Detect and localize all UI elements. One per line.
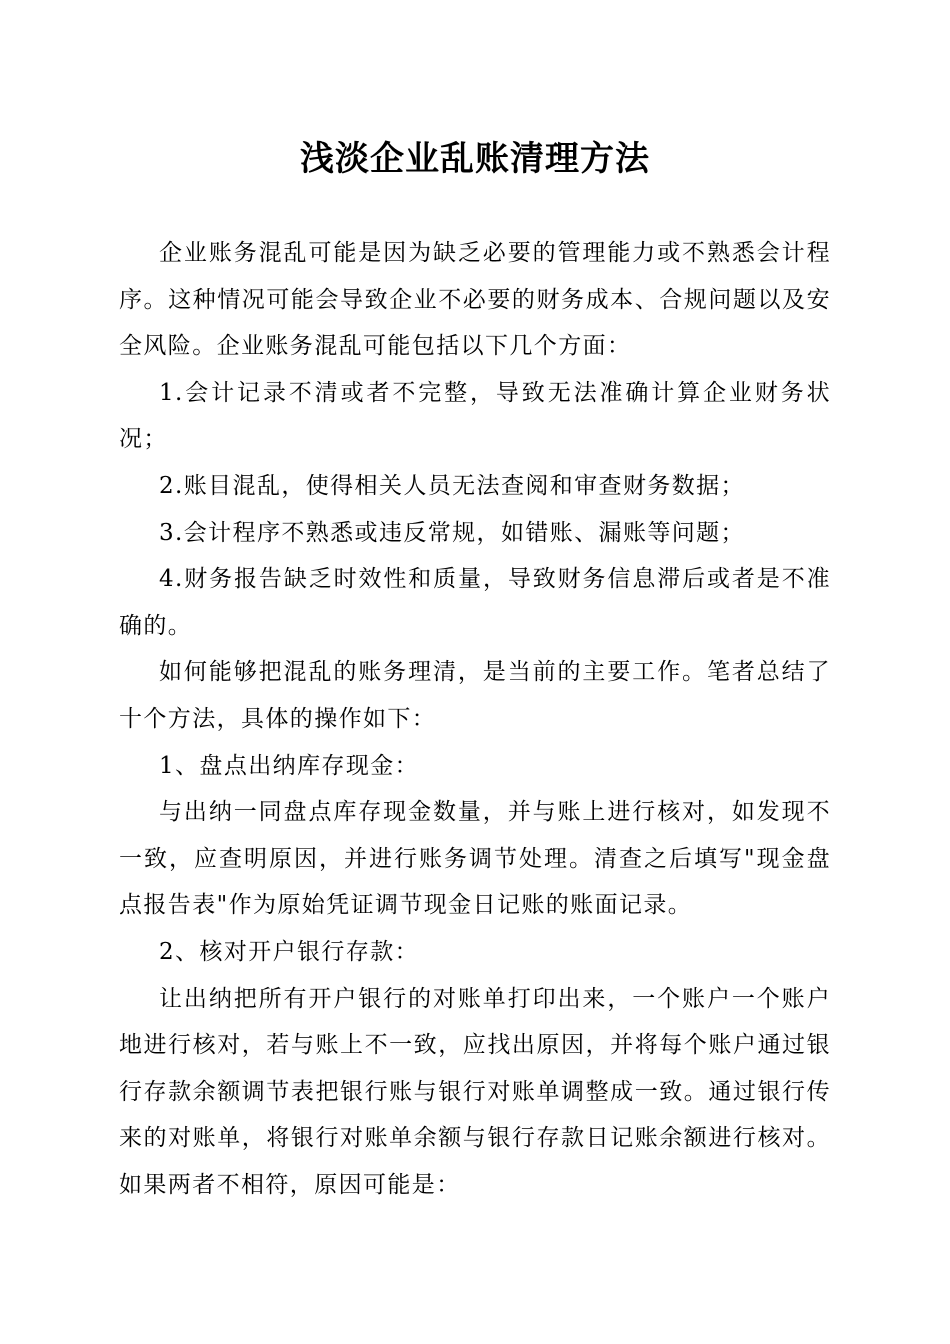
methods-intro-paragraph: 如何能够把混乱的账务理清，是当前的主要工作。笔者总结了十个方法，具体的操作如下： (119, 659, 831, 732)
list-item-2: 2.账目混乱，使得相关人员无法查阅和审查财务数据； (159, 472, 745, 499)
section-heading-2: 2、核对开户银行存款： (159, 938, 420, 965)
document-body (119, 230, 831, 1208)
section-1-paragraph: 与出纳一同盘点库存现金数量，并与账上进行核对，如发现不一致，应查明原因，并进行账务调节处理。清查之后填写"现金盘点报告表"作为原始凭证调节现金日记账的账面记录。 (119, 799, 831, 919)
section-heading-1: 1、盘点出纳库存现金： (159, 752, 420, 779)
list-item-4: 4.财务报告缺乏时效性和质量，导致财务信息滞后或者是不准确的。 (119, 566, 831, 639)
list-item-1: 1.会计记录不清或者不完整，导致无法准确计算企业财务状况； (119, 379, 831, 453)
intro-paragraph: 企业账务混乱可能是因为缺乏必要的管理能力或不熟悉会计程序。这种情况可能会导致企业不必要的财务成本、合规问题以及安全风险。企业账务混乱可能包括以下几个方面： (119, 240, 831, 360)
section-2-paragraph: 让出纳把所有开户银行的对账单打印出来，一个账户一个账户地进行核对，若与账上不一致，应找出原因，并将每个账户通过银行存款余额调节表把银行账与银行对账单调整成一致。通过银行传来的对账单，将银行对账单余额与银行存款日记账余额进行核对。如果两者不相符，原因可能是： (119, 985, 831, 1198)
document-title: 浅淡企业乱账清理方法 (300, 139, 650, 179)
list-item-3: 3.会计程序不熟悉或违反常规，如错账、漏账等问题； (159, 519, 745, 546)
